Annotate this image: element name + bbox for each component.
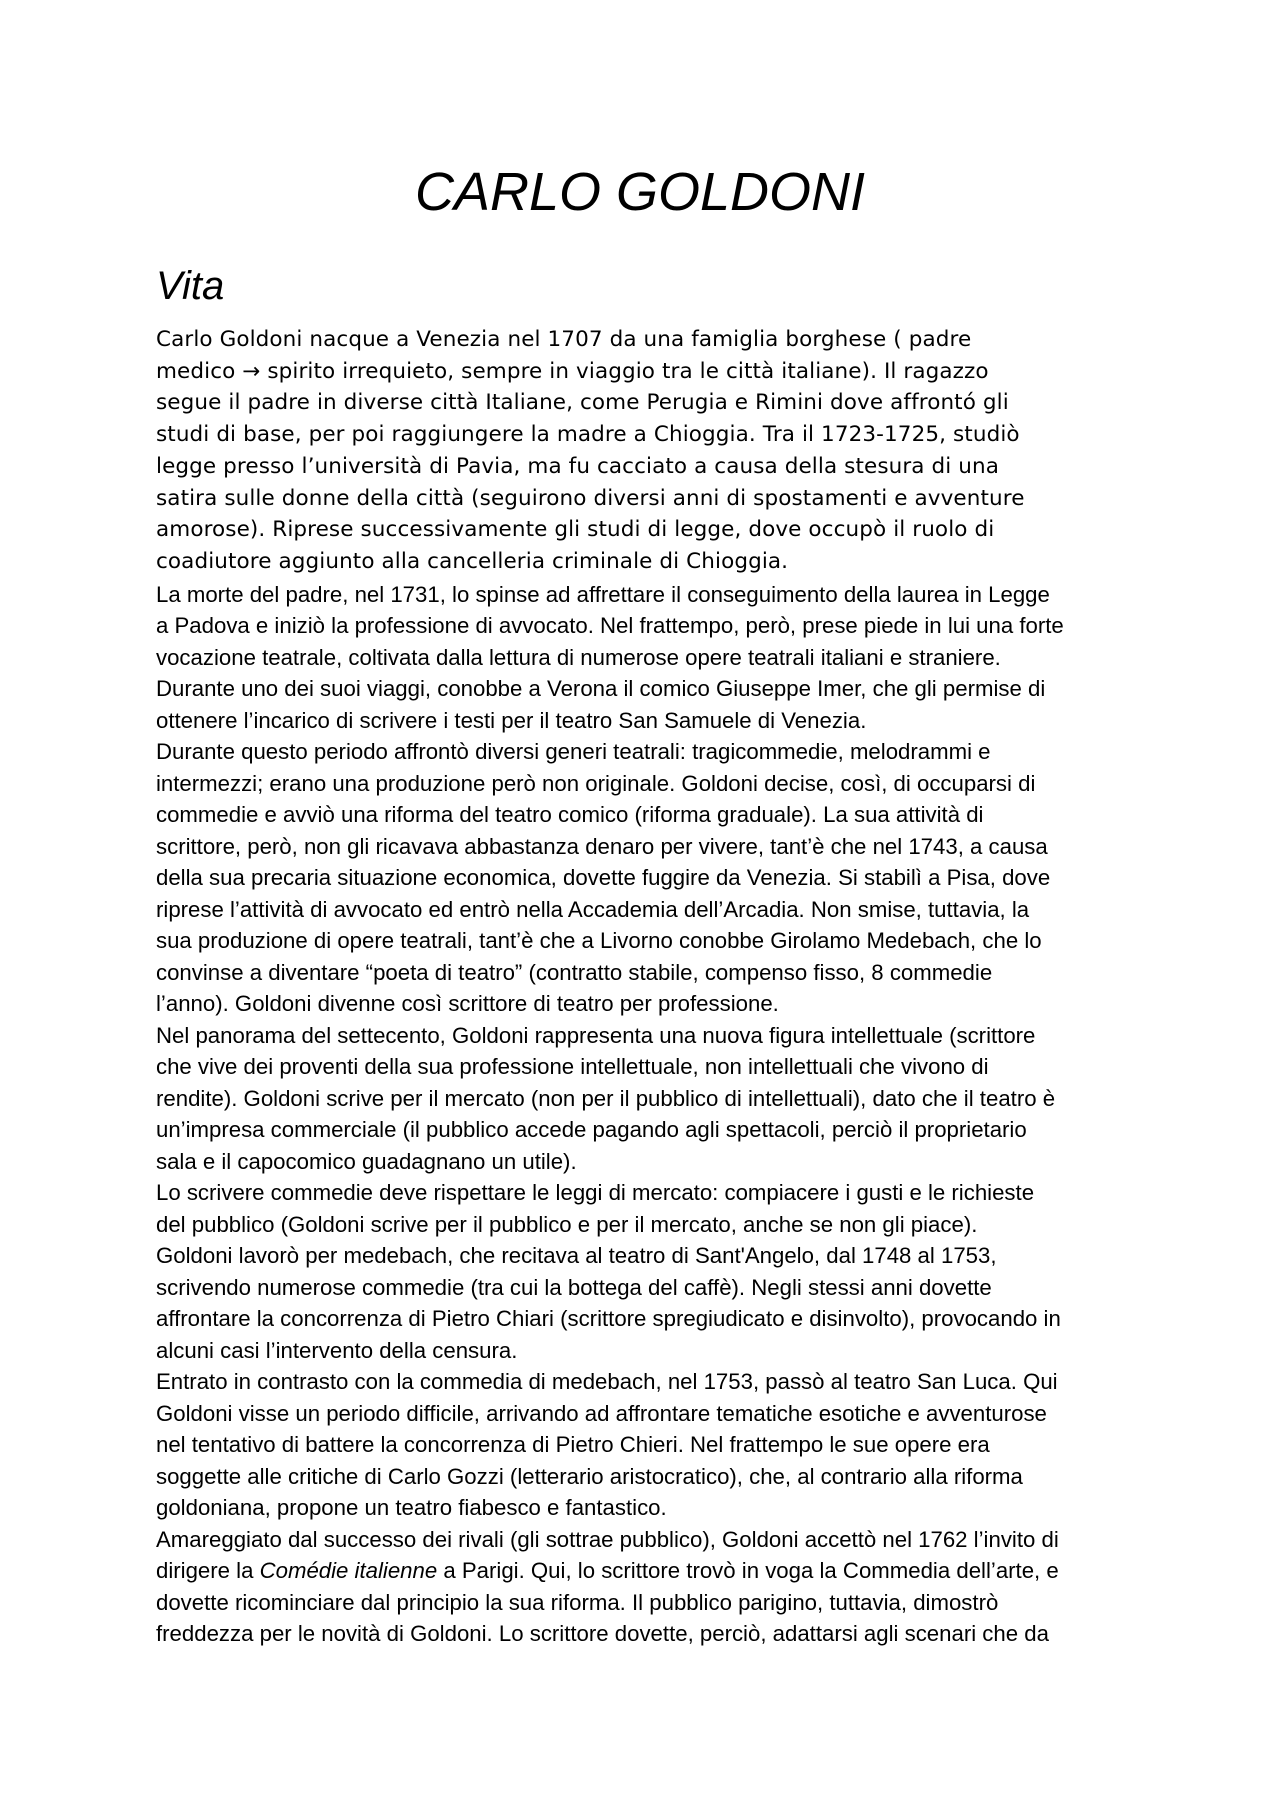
text-line: Durante questo periodo affrontò diversi generi teatrali: tragicommedie, melodrammi e (156, 739, 991, 765)
text-line: che vive dei proventi della sua professione intellettuale, non intellettuali che vivono di (156, 1054, 989, 1080)
text-line: a Padova e iniziò la professione di avvocato. Nel frattempo, però, prese piede in lui una forte (156, 613, 1064, 639)
text-line: Durante uno dei suoi viaggi, conobbe a Verona il comico Giuseppe Imer, che gli permise di (156, 676, 1046, 702)
text-line: studi di base, per poi raggiungere la madre a Chioggia. Tra il 1723-1725, studiò (156, 422, 1020, 448)
document-body (156, 324, 1136, 1650)
text-line: La morte del padre, nel 1731, lo spinse ad affrettare il conseguimento della laurea in Legge (156, 581, 1050, 607)
text-line (156, 1555, 1136, 1587)
document-title: CARLO GOLDONI (414, 162, 866, 222)
text-line: un’impresa commerciale (il pubblico accede pagando agli spettacoli, perciò il proprietario (156, 1117, 1027, 1143)
text-line: scrivendo numerose commedie (tra cui la bottega del caffè). Negli stessi anni dovette (156, 1274, 992, 1300)
text-line: dovette ricominciare dal principio la sua riforma. Il pubblico parigino, tuttavia, dimostrò (156, 1589, 999, 1615)
text-line: legge presso l’università di Pavia, ma fu cacciato a causa della stesura di una (156, 453, 999, 479)
section-heading-vita: Vita (156, 264, 225, 308)
text-line: amorose). Riprese successivamente gli studi di legge, dove occupò il ruolo di (156, 517, 995, 543)
text-line: sala e il capocomico guadagnano un utile). (156, 1148, 577, 1174)
intro-paragraph (156, 324, 1136, 578)
text-line: Amareggiato dal successo dei rivali (gli sottrae pubblico), Goldoni accettò nel 1762 l’invito di (156, 1526, 1059, 1552)
text-line: goldoniana, propone un teatro fiabesco e fantastico. (156, 1495, 667, 1521)
text-line: sua produzione di opere teatrali, tant’è che a Livorno conobbe Girolamo Medebach, che lo (156, 928, 1042, 954)
text-line: rendite). Goldoni scrive per il mercato (non per il pubblico di intellettuali), dato che il teatro è (156, 1085, 1056, 1111)
text-fragment: a Parigi. Qui, lo scrittore trovò in voga la Commedia dell’arte, e (437, 1558, 1059, 1584)
text-line: del pubblico (Goldoni scrive per il pubblico e per il mercato, anche se non gli piace). (156, 1211, 978, 1237)
text-line: medico → spirito irrequieto, sempre in viaggio tra le città italiane). Il ragazzo (156, 358, 989, 384)
text-line: ottenere l’incarico di scrivere i testi per il teatro San Samuele di Venezia. (156, 707, 867, 733)
text-line: l’anno). Goldoni divenne così scrittore di teatro per professione. (156, 991, 779, 1017)
text-line: segue il padre in diverse città Italiane, come Perugia e Rimini dove affrontó gli (156, 390, 1009, 416)
text-line: Carlo Goldoni nacque a Venezia nel 1707 da una famiglia borghese ( padre (156, 327, 972, 352)
text-line: commedie e avviò una riforma del teatro comico (riforma graduale). La sua attività di (156, 802, 984, 828)
text-line: vocazione teatrale, coltivata dalla lettura di numerose opere teatrali italiani e straniere. (156, 644, 1001, 670)
text-line: riprese l’attività di avvocato ed entrò nella Accademia dell’Arcadia. Non smise, tuttavia, la (156, 896, 1030, 922)
text-line: scrittore, però, non gli ricavava abbastanza denaro per vivere, tant’è che nel 1743, a causa (156, 833, 1048, 859)
text-line: della sua precaria situazione economica, dovette fuggire da Venezia. Si stabilì a Pisa, dove (156, 865, 1051, 891)
text-line: Goldoni lavorò per medebach, che recitava al teatro di Sant'Angelo, dal 1748 al 1753, (156, 1243, 997, 1269)
text-line: freddezza per le novità di Goldoni. Lo scrittore dovette, perciò, adattarsi agli scenari che da (156, 1621, 1049, 1647)
text-line: soggette alle critiche di Carlo Gozzi (letterario aristocratico), che, al contrario alla riforma (156, 1463, 1023, 1489)
text-line: coadiutore aggiunto alla cancelleria criminale di Chioggia. (156, 548, 789, 574)
text-line: satira sulle donne della città (seguirono diversi anni di spostamenti e avventure (156, 485, 1025, 511)
text-line: affrontare la concorrenza di Pietro Chiari (scrittore spregiudicato e disinvolto), provocando in (156, 1306, 1061, 1332)
text-fragment: dirigere la (156, 1558, 260, 1584)
text-line: Entrato in contrasto con la commedia di medebach, nel 1753, passò al teatro San Luca. Qui (156, 1369, 1058, 1395)
text-line: intermezzi; erano una produzione però non originale. Goldoni decise, così, di occuparsi di (156, 770, 1036, 796)
text-line: convinse a diventare “poeta di teatro” (contratto stabile, compenso fisso, 8 commedie (156, 959, 993, 985)
text-line: nel tentativo di battere la concorrenza di Pietro Chieri. Nel frattempo le sue opere era (156, 1432, 990, 1458)
text-line: Lo scrivere commedie deve rispettare le leggi di mercato: compiacere i gusti e le richieste (156, 1180, 1035, 1206)
text-line: Goldoni visse un periodo difficile, arrivando ad affrontare tematiche esotiche e avventurose (156, 1400, 1047, 1426)
main-text (156, 579, 1136, 1650)
work-title-italic: Comédie italienne (259, 1558, 438, 1584)
text-line: alcuni casi l’intervento della censura. (156, 1337, 518, 1363)
text-line: Nel panorama del settecento, Goldoni rappresenta una nuova figura intellettuale (scrittore (156, 1022, 1036, 1048)
